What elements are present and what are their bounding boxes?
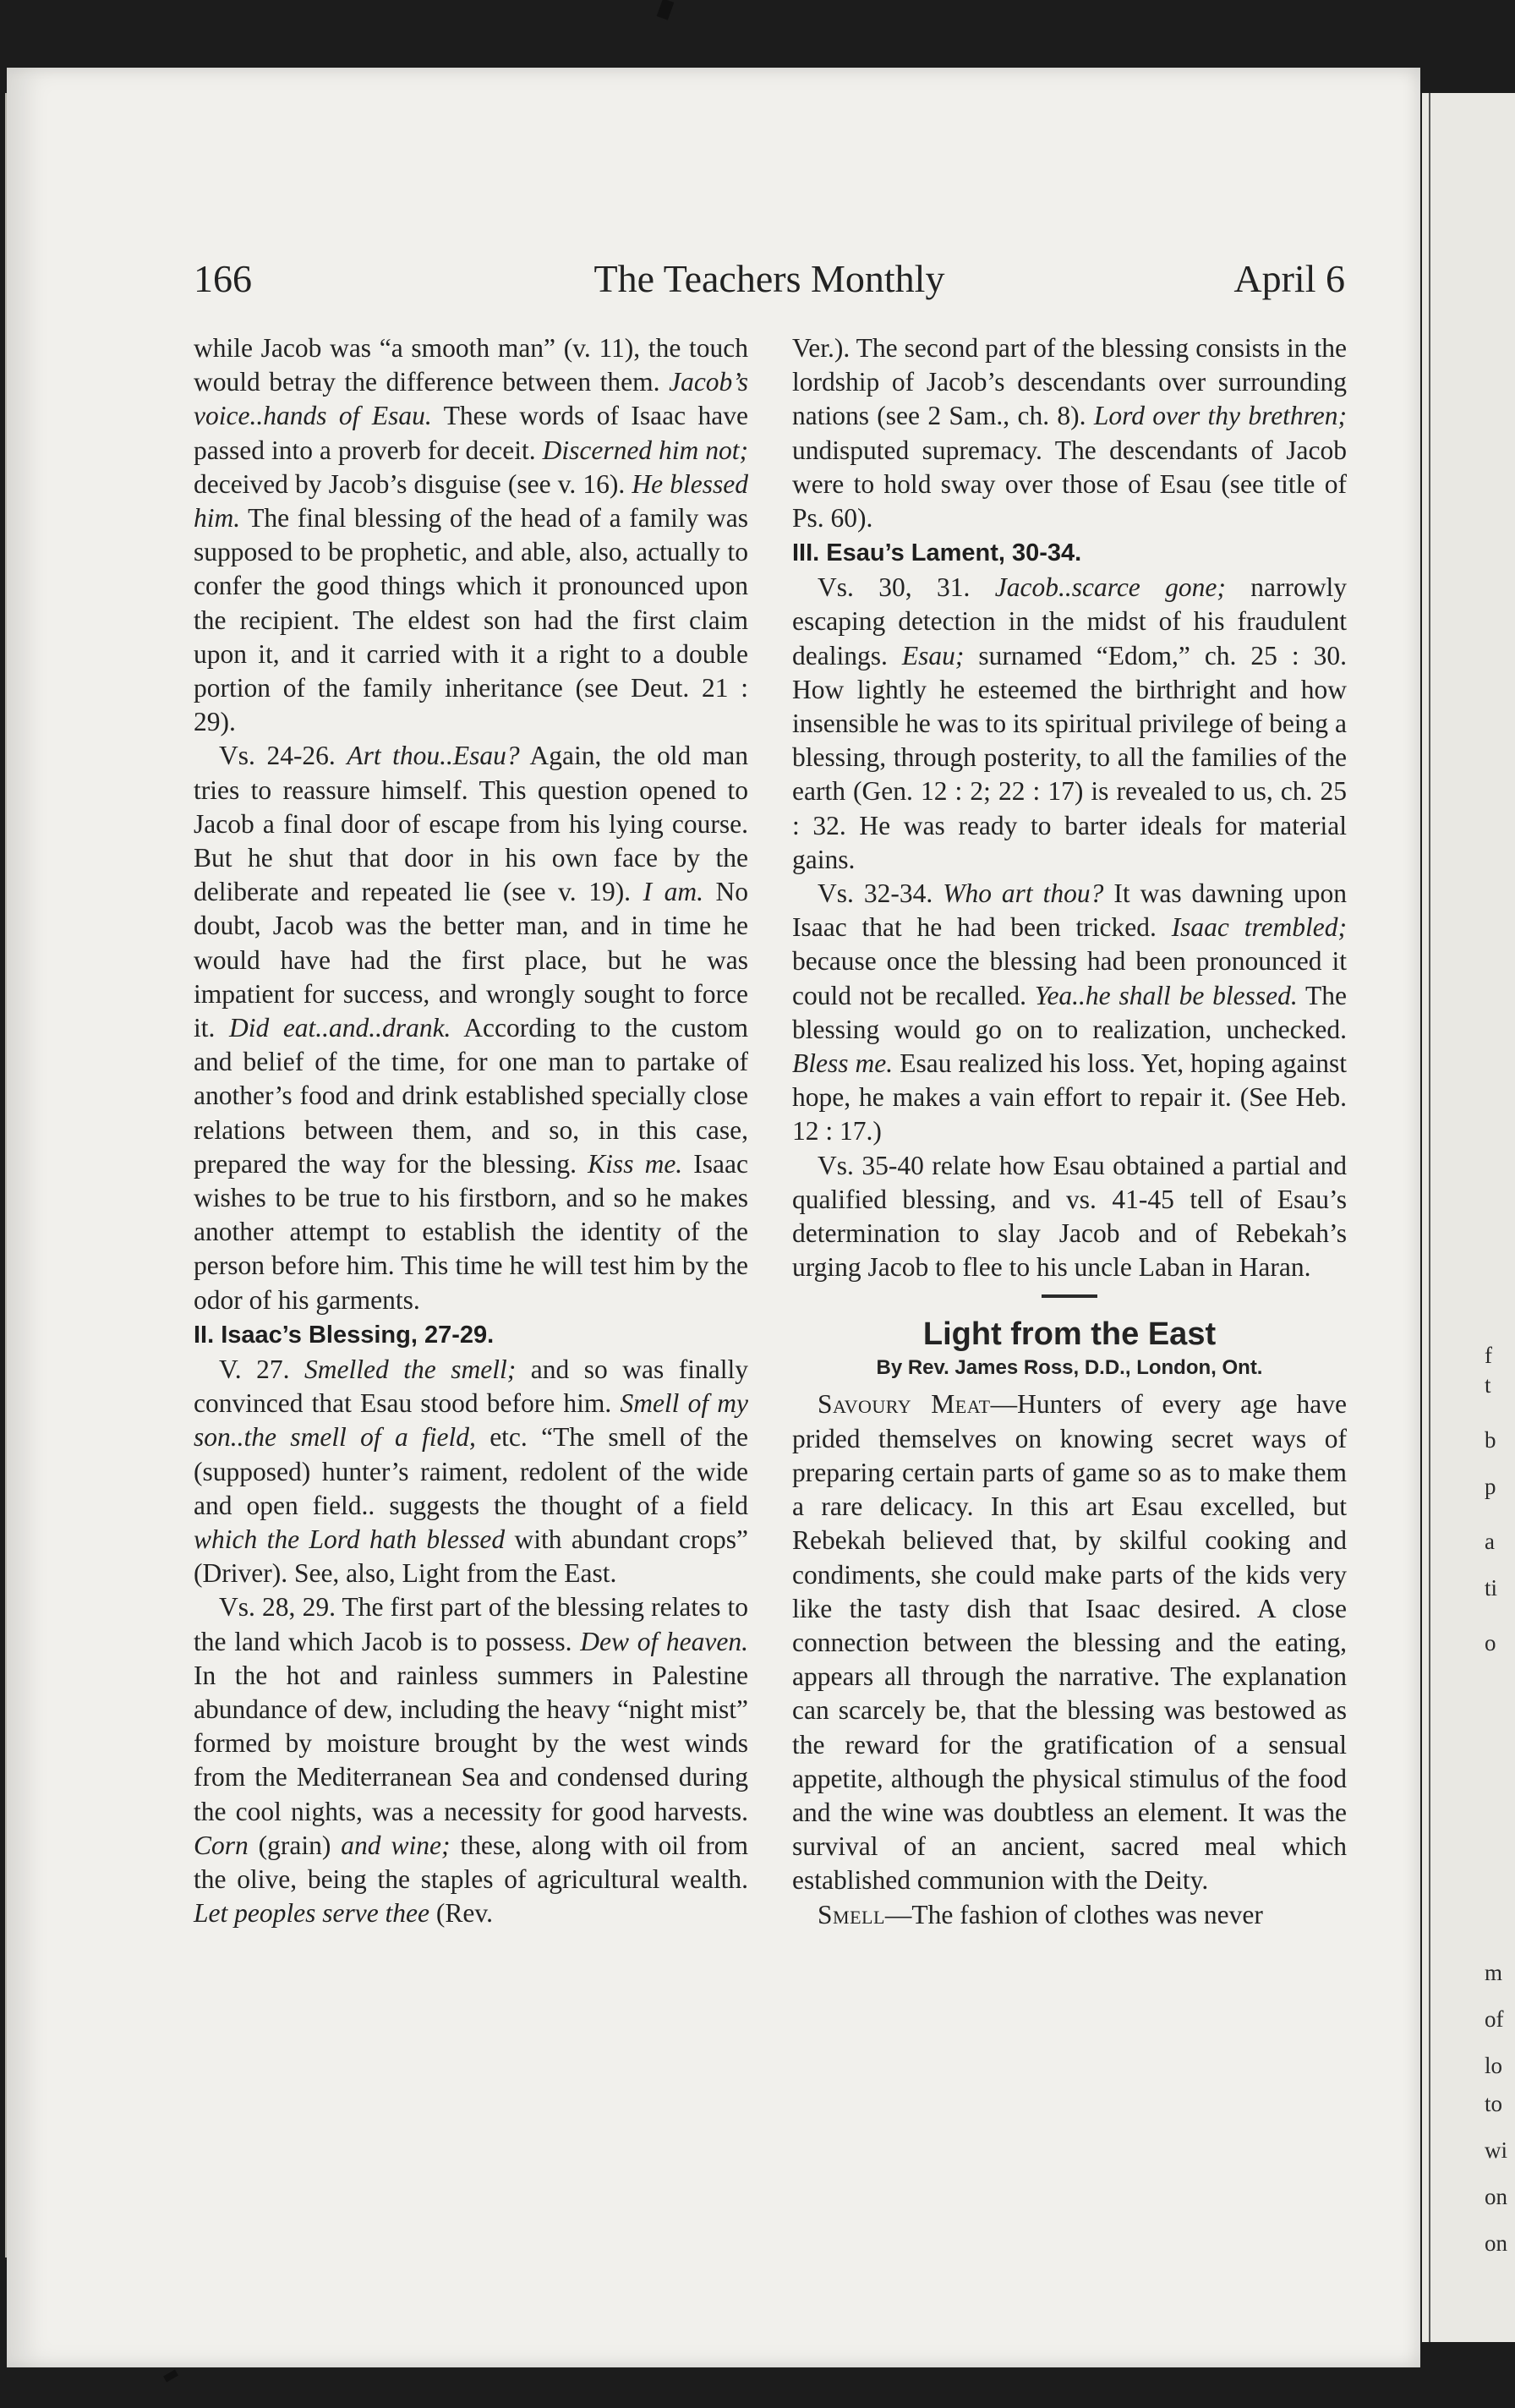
paragraph: Ver.). The second part of the blessing consists in the lordship of Jacob’s descendants over surrounding nations (see 2 Sam., ch. 8). Lord over thy brethren; undisputed supremacy. The descendants of Jacob were to hold sway over those of Esau (see title of Ps. 60).	[792, 333, 1347, 534]
feature-byline: By Rev. James Ross, D.D., London, Ont.	[876, 1356, 1263, 1380]
adjacent-page-edge	[1422, 93, 1515, 2342]
adjacent-page-text-fragment: on	[1485, 2184, 1507, 2209]
section-heading: III. Esau’s Lament, 30-34.	[792, 539, 1082, 567]
section-heading: II. Isaac’s Blessing, 27-29.	[194, 1321, 495, 1349]
adjacent-page-text-fragment: wi	[1485, 2137, 1507, 2163]
issue-date: April 6	[1233, 257, 1345, 300]
run-in-heading: Smell	[818, 1899, 885, 1929]
adjacent-page-text-fragment: f	[1485, 1343, 1492, 1368]
right-text-column	[792, 331, 1347, 1932]
left-text-column	[194, 331, 748, 1930]
paragraph: V. 27. Smelled the smell; and so was finally convinced that Esau stood before him. Smell of my son..the smell of a field, etc. “The smell of the (supposed) hunter’s raiment, redolent of the wide and open field.. suggests the thought of a field which the Lord hath blessed with abundant crops” (Driver). See, also, Light from the East.	[194, 1354, 748, 1589]
adjacent-page-text-fragment: ti	[1485, 1575, 1498, 1601]
adjacent-page-border	[1429, 93, 1430, 2342]
adjacent-page-text-fragment: of	[1485, 2006, 1504, 2032]
section-divider	[1042, 1294, 1097, 1298]
paragraph: Smell—The fashion of clothes was never	[818, 1899, 1263, 1929]
adjacent-page-text-fragment: o	[1485, 1630, 1496, 1656]
paragraph: while Jacob was “a smooth man” (v. 11), the touch would betray the difference between them. Jacob’s voice..hands of Esau. These words of Isaac have passed into a proverb for deceit. Discerned him not; deceived by Jacob’s disguise (see v. 16). He blessed him. The final blessing of the head of a family was supposed to be prophetic, and able, also, actually to confer the good things which it pronounced upon the recipient. The eldest son had the first claim upon it, and it carried with it a right to a double portion of the family inheritance (see Deut. 21 : 29).	[194, 333, 748, 737]
run-in-heading: Savoury Meat	[818, 1389, 991, 1420]
adjacent-page-text-fragment: on	[1485, 2230, 1507, 2256]
paragraph: Vs. 28, 29. The first part of the blessing relates to the land which Jacob is to possess. Dew of heaven. In the hot and rainless summers in Palestine abundance of dew, including the heavy “night mist” formed by moisture brought by the west winds from the Mediterranean Sea and condensed during the cool nights, was a necessity for good harvests. Corn (grain) and wine; these, along with oil from the olive, being the staples of agricultural wealth. Let peoples serve thee (Rev.	[194, 1592, 749, 1929]
adjacent-page-text-fragment: lo	[1485, 2053, 1503, 2078]
paragraph: Vs. 30, 31. Jacob..scarce gone; narrowly escaping detection in the midst of his fraudulent dealings. Esau; surnamed “Edom,” ch. 25 : 30. How lightly he esteemed the birthright and how insensible he was to its spiritual privilege of being a blessing, through posterity, to all the families of the earth (Gen. 12 : 2; 22 : 17) is revealed to us, ch. 25 : 32. He was ready to barter ideals for material gains.	[792, 572, 1347, 874]
adjacent-page-text-fragment: p	[1485, 1474, 1496, 1499]
adjacent-page-text-fragment: to	[1485, 2091, 1503, 2116]
adjacent-page-text-fragment: a	[1485, 1529, 1495, 1554]
running-header	[194, 256, 1345, 307]
scan-artifact-mark	[657, 0, 675, 20]
paragraph: Vs. 35-40 relate how Esau obtained a partial and qualified blessing, and vs. 41-45 tell of Esau’s determination to slay Jacob and of Rebekah’s urging Jacob to flee to his uncle Laban in Haran.	[792, 1150, 1347, 1283]
feature-title: Light from the East	[922, 1316, 1217, 1353]
running-title: The Teachers Monthly	[593, 257, 945, 300]
adjacent-page-text-fragment: m	[1485, 1960, 1503, 1985]
adjacent-page-text-fragment: t	[1485, 1372, 1491, 1398]
paragraph: Savoury Meat—Hunters of every age have prided themselves on knowing secret ways of preparing certain parts of game so as to make them a rare delicacy. In this art Esau excelled, but Rebekah believed that, by skilful cooking and condiments, she could make parts of the kids very like the tasty dish that Isaac desired. A close connection between the blessing and the eating, appears all through the narrative. The explanation can scarcely be, that the blessing was bestowed as the reward for the gratification of a sensual appetite, although the physical stimulus of the food and the wine was doubtless an element. It was the survival of an ancient, sacred meal which established communion with the Deity.	[792, 1389, 1347, 1896]
paragraph: Vs. 32-34. Who art thou? It was dawning upon Isaac that he had been tricked. Isaac trembled; because once the blessing had been pronounced it could not be recalled. Yea..he shall be blessed. The blessing would go on to realization, unchecked. Bless me. Esau realized his loss. Yet, hoping against hope, he makes a vain effort to repair it. (See Heb. 12 : 17.)	[792, 878, 1348, 1147]
scan-artifact-mark	[163, 2370, 178, 2383]
paragraph: Vs. 24-26. Art thou..Esau? Again, the old man tries to reassure himself. This question opened to Jacob a final door of escape from his lying course. But he shut that door in his own face by the deliberate and repeated lie (see v. 19). I am. No doubt, Jacob was the better man, and in time he would have had the first place, but he was impatient for success, and wrongly sought to force it. Did eat..and..drank. According to the custom and belief of the time, for one man to partake of another’s food and drink established specially close relations between them, and so, in this case, prepared the way for the blessing. Kiss me. Isaac wishes to be true to his firstborn, and so he makes another attempt to establish the identity of the person before him. This time he will test him by the odor of his garments.	[194, 741, 748, 1315]
adjacent-page-text-fragment: b	[1485, 1427, 1496, 1453]
page-number: 166	[194, 257, 252, 300]
